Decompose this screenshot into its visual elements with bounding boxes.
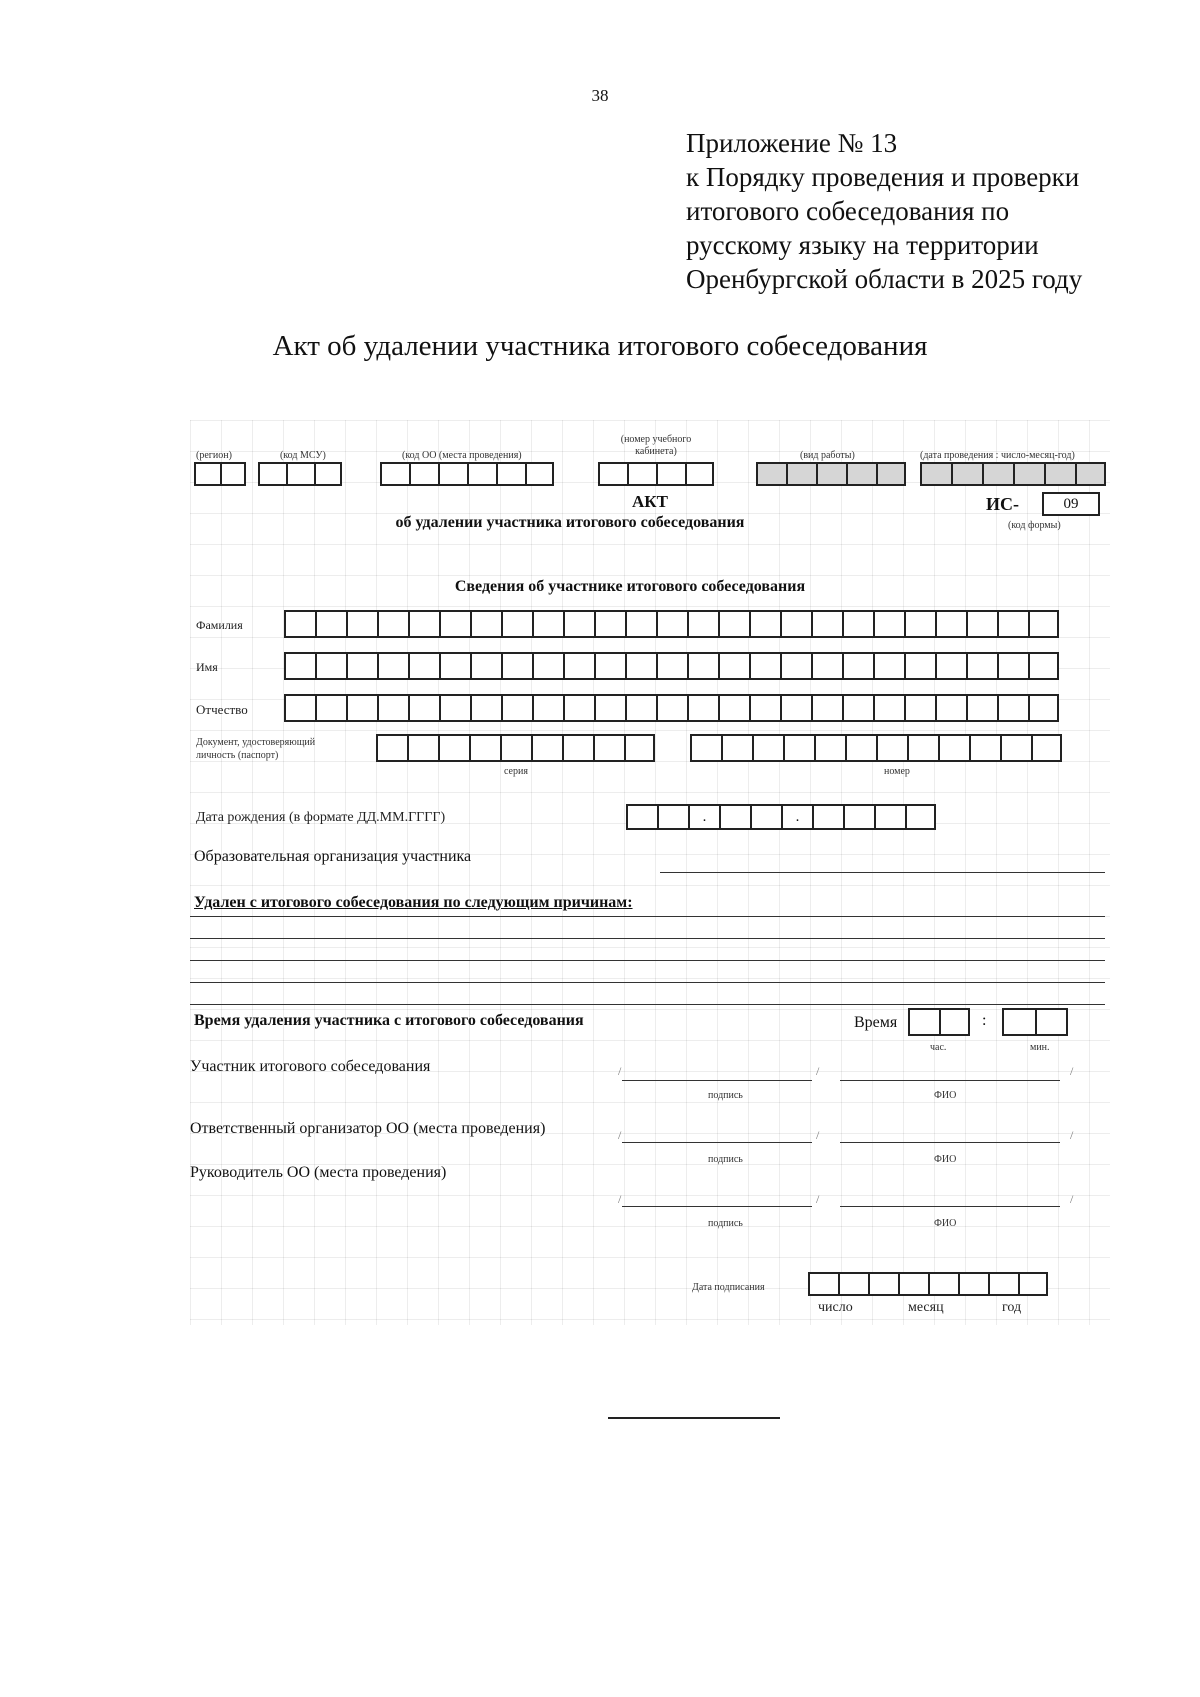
letter-cell[interactable] [842,610,873,638]
digit-cell[interactable] [868,1272,898,1296]
digit-cell[interactable] [876,734,907,762]
organization-label: Образовательная организация участника [194,848,472,865]
participant-signature-line[interactable] [622,1080,812,1081]
letter-cell[interactable] [315,652,346,680]
letter-cell[interactable] [842,652,873,680]
appendix-line: Оренбургской области в 2025 году [686,264,1083,294]
fio-label: ФИО [934,1090,957,1101]
digit-cell[interactable] [376,734,407,762]
code-cell[interactable] [496,462,525,486]
digit-cell[interactable] [500,734,531,762]
code-cell[interactable] [220,462,246,486]
participant-role: Участник итогового собеседования [190,1058,431,1075]
digit-cell[interactable] [808,1272,838,1296]
day-label: число [818,1300,853,1315]
letter-cell[interactable] [284,610,315,638]
letter-cell[interactable] [625,610,656,638]
letter-cell[interactable] [873,652,904,680]
code-cell[interactable] [786,462,816,486]
digit-cell[interactable] [624,734,655,762]
reason-line[interactable] [190,982,1105,983]
letter-cell[interactable] [501,652,532,680]
region-label: (регион) [196,450,232,461]
oo-code-label: (код ОО (места проведения) [402,450,522,461]
room-cells[interactable] [598,462,714,486]
digit-cell[interactable] [812,804,843,830]
letter-cell[interactable] [904,652,935,680]
letter-cell[interactable] [532,694,563,722]
date-dot: . [688,804,719,830]
letter-cell[interactable] [718,652,749,680]
letter-cell[interactable] [470,652,501,680]
letter-cell[interactable] [346,610,377,638]
series-label: серия [504,766,528,777]
digit-cell[interactable] [898,1272,928,1296]
letter-cell[interactable] [966,652,997,680]
digit-cell[interactable] [562,734,593,762]
letter-cell[interactable] [594,694,625,722]
letter-cell[interactable] [594,610,625,638]
code-cell[interactable] [314,462,342,486]
reason-line[interactable] [190,1004,1105,1005]
letter-cell[interactable] [563,652,594,680]
letter-cell[interactable] [656,610,687,638]
letter-cell[interactable] [594,652,625,680]
birth-date-cells[interactable] [626,804,936,830]
sign-label: подпись [708,1154,743,1165]
letter-cell[interactable] [718,610,749,638]
code-cell[interactable] [380,462,409,486]
digit-cell[interactable] [905,804,936,830]
appendix-line: к Порядку проведения и проверки [686,162,1080,192]
letter-cell[interactable] [439,610,470,638]
letter-cell[interactable] [532,652,563,680]
appendix-line: итогового собеседования по [686,196,1010,226]
code-cell[interactable] [816,462,846,486]
digit-cell[interactable] [721,734,752,762]
number-label: номер [884,766,910,777]
letter-cell[interactable] [563,694,594,722]
reason-line[interactable] [190,916,1105,917]
removal-reasons-title: Удален с итогового собеседования по следующим причинам: [194,894,633,911]
letter-cell[interactable] [687,610,718,638]
code-cell[interactable] [656,462,685,486]
time-separator: : [982,1012,987,1029]
appendix-header [686,126,1082,296]
digit-cell[interactable] [438,734,469,762]
letter-cell[interactable] [749,652,780,680]
year-label: год [1002,1300,1022,1315]
birth-date-label: Дата рождения (в формате ДД.ММ.ГГГГ) [196,810,446,825]
appendix-line: Приложение № 13 [686,128,898,158]
digit-cell[interactable] [783,734,814,762]
letter-cell[interactable] [718,694,749,722]
code-cell[interactable] [982,462,1013,486]
digit-cell[interactable] [969,734,1000,762]
letter-cell[interactable] [315,694,346,722]
digit-cell[interactable] [938,734,969,762]
minutes-label: мин. [1030,1042,1050,1053]
letter-cell[interactable] [997,652,1028,680]
letter-cell[interactable] [842,694,873,722]
digit-cell[interactable] [1031,734,1062,762]
digit-cell[interactable] [1002,1008,1035,1036]
code-cell[interactable] [1075,462,1106,486]
letter-cell[interactable] [749,610,780,638]
sign-label: подпись [708,1218,743,1229]
letter-cell[interactable] [377,652,408,680]
letter-cell[interactable] [470,610,501,638]
code-cell[interactable] [1044,462,1075,486]
oo-code-cells[interactable] [380,462,554,486]
region-cells[interactable] [194,462,246,486]
letter-cell[interactable] [780,610,811,638]
digit-cell[interactable] [814,734,845,762]
digit-cell[interactable] [939,1008,970,1036]
removal-act-form: (регион) (код МСУ) (код ОО (места проведения) (номер учебного кабинета) (вид работы) (дата проведения : число-месяц-год) АКТ об удалении участника итогового собеседования ИС- 09 (код формы) Сведения об участнике итогового собеседования Фамилия Имя Отчество Документ, удостоверяющий личность (паспорт) серия номер Дата рождения (в формате ДД.ММ.ГГГГ) . . Образовательная организация участника Удален с итогового собеседования по следующим причинам: Время удаления участника с итогового собеседования Время : час. мин. Участник итогового собеседования / / / подпись ФИО Ответственный организатор ОО (места проведения) / / / подпись ФИО Руководитель ОО (места проведения) / / / подпись ФИО Дата подписания число месяц год [190,420,1110,1325]
date-label: (дата проведения : число-месяц-год) [920,450,1075,461]
letter-cell[interactable] [780,652,811,680]
code-cell[interactable] [685,462,714,486]
code-cell[interactable] [920,462,951,486]
letter-cell[interactable] [408,652,439,680]
digit-cell[interactable] [1000,734,1031,762]
patronymic-label: Отчество [196,702,248,717]
passport-series-cells[interactable] [376,734,655,762]
digit-cell[interactable] [657,804,688,830]
letter-cell[interactable] [966,694,997,722]
digit-cell[interactable] [593,734,624,762]
hours-cells[interactable] [908,1008,970,1036]
letter-cell[interactable] [811,652,842,680]
appendix-line: русскому языку на территории [686,230,1039,260]
document-label: Документ, удостоверяющий личность (паспорт) [196,737,316,761]
letter-cell[interactable] [377,610,408,638]
document-title: Акт об удалении участника итогового собеседования [272,330,928,362]
letter-cell[interactable] [997,694,1028,722]
digit-cell[interactable] [750,804,781,830]
director-signature-line[interactable] [622,1206,812,1207]
code-cell[interactable] [876,462,906,486]
sign-date-label: Дата подписания [692,1282,765,1293]
digit-cell[interactable] [988,1272,1018,1296]
letter-cell[interactable] [315,610,346,638]
letter-cell[interactable] [501,610,532,638]
digit-cell[interactable] [469,734,500,762]
digit-cell[interactable] [843,804,874,830]
letter-cell[interactable] [687,694,718,722]
letter-cell[interactable] [1028,694,1059,722]
digit-cell[interactable] [845,734,876,762]
code-cell[interactable] [1013,462,1044,486]
letter-cell[interactable] [904,694,935,722]
sign-label: подпись [708,1090,743,1101]
form-code-label: (код формы) [1008,520,1061,531]
letter-cell[interactable] [935,610,966,638]
letter-cell[interactable] [470,694,501,722]
reason-line[interactable] [190,960,1105,961]
msu-label: (код МСУ) [280,450,326,461]
digit-cell[interactable] [908,1008,939,1036]
digit-cell[interactable] [874,804,905,830]
digit-cell[interactable] [719,804,750,830]
letter-cell[interactable] [780,694,811,722]
letter-cell[interactable] [439,652,470,680]
letter-cell[interactable] [439,694,470,722]
letter-cell[interactable] [811,694,842,722]
passport-number-cells[interactable] [690,734,1062,762]
letter-cell[interactable] [284,652,315,680]
code-cell[interactable] [846,462,876,486]
patronymic-cells[interactable] [284,694,1059,722]
name-label: Имя [196,660,218,674]
code-cell[interactable] [194,462,220,486]
letter-cell[interactable] [1028,610,1059,638]
letter-cell[interactable] [687,652,718,680]
letter-cell[interactable] [377,694,408,722]
digit-cell[interactable] [838,1272,868,1296]
organizer-role: Ответственный организатор ОО (места проведения) [190,1120,546,1137]
work-type-label: (вид работы) [800,450,855,461]
date-dot: . [781,804,812,830]
room-label: (номер учебного кабинета) [620,434,692,457]
letter-cell[interactable] [997,610,1028,638]
month-label: месяц [908,1300,944,1315]
code-cell[interactable] [525,462,554,486]
digit-cell[interactable] [690,734,721,762]
letter-cell[interactable] [873,610,904,638]
letter-cell[interactable] [656,652,687,680]
letter-cell[interactable] [935,694,966,722]
code-cell[interactable] [598,462,627,486]
letter-cell[interactable] [749,694,780,722]
letter-cell[interactable] [873,694,904,722]
letter-cell[interactable] [563,610,594,638]
name-cells[interactable] [284,652,1059,680]
organizer-fio-line[interactable] [840,1142,1060,1143]
page-number: 38 [591,86,609,105]
director-role: Руководитель ОО (места проведения) [190,1164,447,1181]
digit-cell[interactable] [626,804,657,830]
reason-line[interactable] [190,938,1105,939]
msu-cells[interactable] [258,462,342,486]
digit-cell[interactable] [928,1272,958,1296]
sign-date-cells[interactable] [808,1272,1048,1296]
letter-cell[interactable] [284,694,315,722]
letter-cell[interactable] [935,652,966,680]
code-cell[interactable] [951,462,982,486]
hours-label: час. [930,1042,947,1053]
letter-cell[interactable] [656,694,687,722]
code-cell[interactable] [286,462,314,486]
end-divider [608,1417,780,1419]
form-code-box [1042,492,1100,516]
letter-cell[interactable] [904,610,935,638]
director-fio-line[interactable] [840,1206,1060,1207]
code-cell[interactable] [438,462,467,486]
letter-cell[interactable] [966,610,997,638]
act-subtitle: об удалении участника итогового собеседования [395,514,745,531]
exam-date-cells[interactable] [920,462,1106,486]
form-code-value: 09 [1042,492,1100,516]
digit-cell[interactable] [531,734,562,762]
surname-cells[interactable] [284,610,1059,638]
removal-time-title: Время удаления участника с итогового собеседования [194,1012,584,1029]
organization-line[interactable] [660,872,1105,873]
letter-cell[interactable] [346,694,377,722]
digit-cell[interactable] [907,734,938,762]
letter-cell[interactable] [625,694,656,722]
digit-cell[interactable] [958,1272,988,1296]
letter-cell[interactable] [811,610,842,638]
section-title: Сведения об участнике итогового собеседования [454,578,806,595]
act-title: АКТ [632,492,668,511]
fio-label: ФИО [934,1218,957,1229]
letter-cell[interactable] [501,694,532,722]
fio-label: ФИО [934,1154,957,1165]
digit-cell[interactable] [407,734,438,762]
letter-cell[interactable] [532,610,563,638]
minutes-cells[interactable] [1002,1008,1068,1036]
letter-cell[interactable] [1028,652,1059,680]
code-cell[interactable] [258,462,286,486]
letter-cell[interactable] [346,652,377,680]
code-cell[interactable] [627,462,656,486]
code-cell[interactable] [467,462,496,486]
letter-cell[interactable] [408,610,439,638]
time-label: Время [854,1014,898,1031]
participant-fio-line[interactable] [840,1080,1060,1081]
digit-cell[interactable] [752,734,783,762]
digit-cell[interactable] [1018,1272,1048,1296]
surname-label: Фамилия [196,618,243,632]
form-code-prefix: ИС- [986,494,1019,514]
digit-cell[interactable] [1035,1008,1068,1036]
letter-cell[interactable] [408,694,439,722]
letter-cell[interactable] [625,652,656,680]
organizer-signature-line[interactable] [622,1142,812,1143]
code-cell[interactable] [756,462,786,486]
code-cell[interactable] [409,462,438,486]
work-type-cells[interactable] [756,462,906,486]
